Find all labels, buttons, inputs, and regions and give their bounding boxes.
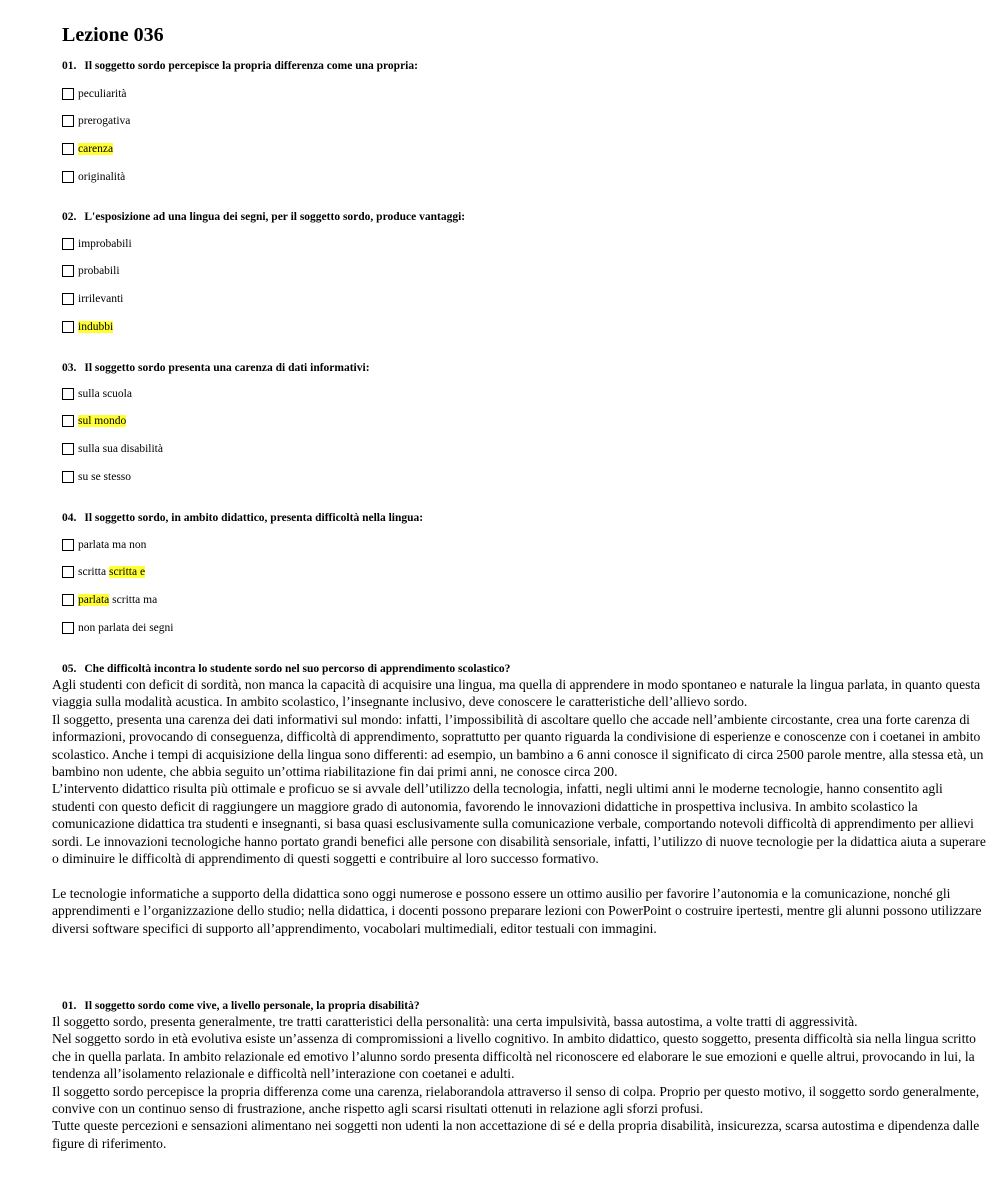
checkbox[interactable]: [62, 566, 74, 578]
option-label-highlighted: sul mondo: [78, 415, 127, 428]
checkbox[interactable]: [62, 539, 74, 551]
option-su-se-stesso[interactable]: [62, 463, 962, 491]
option-sul-mondo[interactable]: [62, 408, 962, 436]
question-number: 01.: [62, 1000, 77, 1012]
answer-paragraph: Il soggetto, presenta una carenza dei dati informativi sul mondo: infatti, l’impossibilità di ascoltare quello che accade nell’ambiente circostante, crea una forte carenza di informazioni, provocando di conseguenza, difficoltà di apprendimento, soprattutto per quanto riguarda la condivisione di esperienze e conoscenze con i coetanei in ambito scolastico. Anche i tempi di acquisizione della lingua sono differenti: ad esempio, un bambino a 6 anni conosce il significato di circa 2500 parole mentre, alla stessa età, un bambino non udente, che abbia seguito un’ottima riabilitazione fin dai primi anni, ne conosce circa 200.: [52, 711, 984, 780]
option-scritta-scritta-e[interactable]: [62, 559, 962, 587]
option-label: sulla scuola: [78, 387, 132, 400]
open-question-01: [52, 999, 987, 1152]
option-label: peculiarità: [78, 87, 127, 100]
option-carenza[interactable]: [62, 135, 962, 163]
option-indubbi[interactable]: [62, 313, 962, 341]
question-number: 01.: [62, 60, 77, 72]
option-label-highlighted: scritta e: [108, 566, 146, 579]
paragraph-gap: [52, 867, 987, 884]
checkbox[interactable]: [62, 415, 74, 427]
option-label: parlata ma non: [78, 538, 147, 551]
question-04: [62, 511, 962, 641]
question-text: Il soggetto sordo come vive, a livello personale, la propria disabilità?: [84, 1000, 420, 1012]
checkbox[interactable]: [62, 388, 74, 400]
option-non-parlata-dei-segni[interactable]: [62, 614, 962, 642]
option-label: scritta: [78, 566, 107, 579]
option-improbabili[interactable]: [62, 230, 962, 258]
option-irrilevanti[interactable]: [62, 285, 962, 313]
checkbox[interactable]: [62, 471, 74, 483]
question-heading: [62, 361, 962, 375]
open-question-05: [52, 662, 987, 937]
answer-paragraph: Nel soggetto sordo in età evolutiva esiste un’assenza di compromissioni a livello cognitivo. In ambito didattico, questo soggetto, presenta difficoltà sia nella lingua scritto che in quella parlata. In ambito relazionale ed emotivo l’alunno sordo presenta difficoltà nel riconoscere ed elaborare le sue emozioni e quelle altrui, provocando in lui, la tendenza all’isolamento relazionale e difficoltà nell’interazione con coetanei e adulti.: [52, 1031, 976, 1082]
answer-paragraph: Le tecnologie informatiche a supporto della didattica sono oggi numerose e possono essere un ottimo ausilio per favorire l’autonomia e la comunicazione, nonché gli apprendimenti e l’organizzazione dello studio; nella didattica, i docenti possono preparare lezioni con PowerPoint o costruire ipertesti, mentre gli alunni possono utilizzare diversi software specifici di supporto all’apprendimento, vocabolari multimediali, editor testuali con immagini.: [52, 885, 982, 936]
option-label: su se stesso: [78, 470, 132, 483]
page-title: Lezione 036: [62, 24, 164, 46]
question-number: 05.: [62, 663, 77, 675]
question-heading: [62, 59, 962, 73]
question-text: Il soggetto sordo presenta una carenza di dati informativi:: [84, 362, 370, 374]
option-label-highlighted: carenza: [78, 142, 114, 155]
answer-paragraph: L’intervento didattico risulta più ottimale e proficuo se si avvale dell’utilizzo della tecnologia, infatti, negli ultimi anni le moderne tecnologie, hanno consentito agli studenti con questo deficit di raggiungere un maggiore grado di autonomia, favorendo le innovazioni didattiche in prospettiva inclusiva. In ambito scolastico la comunicazione didattica tra studenti e insegnanti, si basa quasi esclusivamente sulla comunicazione verbale, comportando notevoli difficoltà di apprendimento per allievi sordi. Le innovazioni tecnologiche hanno portato grandi benefici alle persone con disabilità sensoriale, infatti, l’utilizzo di nuove tecnologie per la didattica aiuta a superare o diminuire le difficoltà di apprendimento di questi soggetti e contribuire al loro successo formativo.: [52, 781, 986, 867]
question-heading: [62, 511, 962, 525]
question-02: [62, 210, 962, 340]
option-prerogativa[interactable]: [62, 108, 962, 136]
checkbox[interactable]: [62, 88, 74, 100]
checkbox[interactable]: [62, 143, 74, 155]
question-heading: [62, 999, 987, 1013]
question-text: L'esposizione ad una lingua dei segni, per il soggetto sordo, produce vantaggi:: [84, 211, 466, 223]
question-01: [62, 59, 962, 190]
question-heading: [62, 210, 962, 224]
checkbox[interactable]: [62, 238, 74, 250]
option-label: sulla sua disabilità: [78, 442, 163, 455]
checkbox[interactable]: [62, 171, 74, 183]
option-originalita[interactable]: [62, 163, 962, 191]
option-peculiarita[interactable]: [62, 80, 962, 108]
answer-paragraph: Agli studenti con deficit di sordità, non manca la capacità di acquisire una lingua, ma quella di apprendere in modo spontaneo e naturale la lingua parlata, in quanto questa viaggia sulla modalità acustica. In ambito scolastico, l’insegnante inclusivo, deve conoscere le caratteristiche dell’allievo sordo.: [52, 677, 981, 710]
option-parlata-ma-non[interactable]: [62, 531, 962, 559]
option-label: scritta ma: [112, 593, 158, 606]
option-label: non parlata dei segni: [78, 621, 174, 634]
question-text: Il soggetto sordo percepisce la propria differenza come una propria:: [84, 60, 418, 72]
question-03: [62, 361, 962, 490]
option-parlata-scritta-ma[interactable]: [62, 586, 962, 614]
checkbox[interactable]: [62, 594, 74, 606]
checkbox[interactable]: [62, 293, 74, 305]
option-probabili[interactable]: [62, 258, 962, 286]
answer-paragraph: Il soggetto sordo, presenta generalmente, tre tratti caratteristici della personalità: una certa impulsività, bassa autostima, a volte tratti di aggressività.: [52, 1014, 858, 1029]
option-label: prerogativa: [78, 115, 131, 128]
option-label-highlighted: parlata: [78, 593, 110, 606]
option-label: probabili: [78, 265, 120, 278]
checkbox[interactable]: [62, 321, 74, 333]
question-number: 02.: [62, 211, 77, 223]
checkbox[interactable]: [62, 115, 74, 127]
option-sulla-scuola[interactable]: [62, 380, 962, 408]
question-heading: [62, 662, 987, 676]
option-label: irrilevanti: [78, 292, 124, 305]
question-number: 04.: [62, 512, 77, 524]
answer-paragraph: Tutte queste percezioni e sensazioni alimentano nei soggetti non udenti la non accettazione di sé e della propria disabilità, insicurezza, scarsa autostima e dipendenza dalle figure di riferimento.: [52, 1118, 980, 1151]
question-text: Che difficoltà incontra lo studente sordo nel suo percorso di apprendimento scolastico?: [84, 663, 511, 675]
checkbox[interactable]: [62, 622, 74, 634]
answer-paragraph: Il soggetto sordo percepisce la propria differenza come una carenza, rielaborandola attraverso il senso di colpa. Proprio per questo motivo, il soggetto sordo generalmente, convive con un continuo senso di frustrazione, anche rispetto agli scarsi risultati ottenuti in relazione agli sforzi profusi.: [52, 1083, 980, 1117]
option-label: improbabili: [78, 237, 132, 250]
question-number: 03.: [62, 362, 77, 374]
option-label: originalità: [78, 170, 126, 183]
option-sulla-sua-disabilita[interactable]: [62, 435, 962, 463]
checkbox[interactable]: [62, 443, 74, 455]
question-text: Il soggetto sordo, in ambito didattico, presenta difficoltà nella lingua:: [84, 512, 424, 524]
option-label-highlighted: indubbi: [78, 320, 114, 333]
checkbox[interactable]: [62, 265, 74, 277]
